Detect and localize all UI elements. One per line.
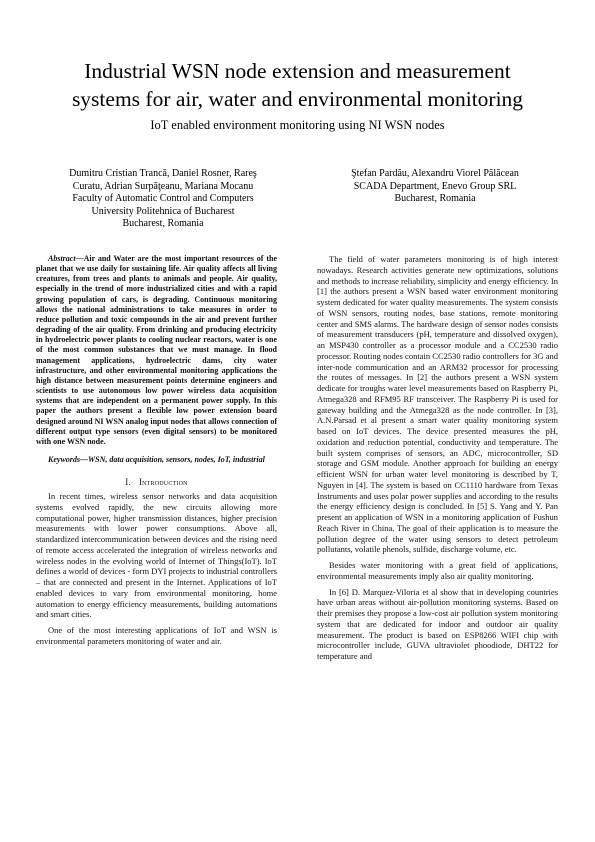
author-block-2 bbox=[310, 168, 560, 206]
section-title: Introduction bbox=[138, 477, 188, 488]
abstract-lead: Abstract bbox=[48, 254, 76, 263]
abstract bbox=[36, 254, 277, 447]
right-column bbox=[317, 254, 558, 662]
abstract-dash: — bbox=[75, 254, 84, 263]
paper-title-line-2: systems for air, water and environmental monitoring bbox=[71, 87, 524, 111]
paper-title-line-1: Industrial WSN node extension and measurement bbox=[84, 59, 511, 83]
author-names-line-1: Dumitru Cristian Trancă, Daniel Rosner, Rareş bbox=[69, 168, 257, 179]
left-column bbox=[36, 254, 277, 647]
keywords bbox=[36, 455, 277, 465]
keywords-text: WSN, data acquisition, sensors, nodes, IoT, industrial bbox=[88, 454, 265, 464]
body-paragraph: One of the most interesting applications of IoT and WSN is environmental parameters monitoring of water and air. bbox=[36, 625, 277, 646]
author-names-line-2: Curatu, Adrian Surpăţeanu, Mariana Mocanu bbox=[72, 180, 254, 192]
body-paragraph: Besides water monitoring with a great field of applications, environmental measurements imply also air quality monitoring. bbox=[317, 560, 558, 581]
paper-subtitle: IoT enabled environment monitoring using NI WSN nodes bbox=[150, 118, 445, 132]
author-affiliation: Faculty of Automatic Control and Computers bbox=[72, 193, 254, 204]
author-names-line-1: Ştefan Pardău, Alexandru Viorel Pălăcean bbox=[351, 168, 519, 179]
author-affiliation: Bucharest, Romania bbox=[122, 218, 204, 229]
section-number: I. bbox=[125, 477, 131, 488]
body-paragraph: In [6] D. Marquez-Viloria et al show that in developing countries have urban areas without air-pollution monitoring systems. Based on their premises they propose a low-cost air pollution system monitoring system that are dedicated for indoor and outdoor air quality measurement. The product is based on ESP8266 WIFI chip with microcontroller include, GUVA ultraviolet phoodiode, DHT22 for temperature and bbox=[317, 586, 558, 661]
author-affiliation: University Politehnica of Bucharest bbox=[91, 205, 235, 217]
body-paragraph: The field of water parameters monitoring is of high interest nowadays. Research activities generate new optimizations, solutions and methods to increase reliability, simplicity and energy efficiency. In [1] the authors present a WSN based water environment monitoring system dedicated for water quality measurements. The system consists of WSN sensors, routing nodes, base stations, remote monitoring center and SMS alarms. The hardware design of sensor nodes consists of measurement transducers (pH, temperature and dissolved oxygen), an MSP430 controller as a processor module and a CC2530 radio processor. Routing nodes contain CC2530 radio controllers for 3G and inter-node communication and an ARM32 processor for processing the routes of messages. In [2] the authors present a WSN system dedicate for troughs water level measurements based on Raspberry Pi, Atmega328 and RFM95 RF transceiver. The Raspberry Pi is used for gateway building and the Atmega328 as the node controller. In [3], A.N.Parsad et al present a smart water quality monitoring system based on IoT devices. The device presented measures the pH, oxidation and reduction potential, conductivity and temperature. The built system comprises of sensors, an ADC, microcontroller, SD storage and GSM module. Another approach for building an energy efficient WSN for urban water level monitoring is described by T, Nguyen in [4]. The system is based on CC1110 hardware from Texas Instruments and uses polar power supplies and according to the results the energy efficiency design is concluded. In [5] S. Yang and Y. Pan present an application of WSN in a monitoring application of Fushun Reach River in China. The goal of their application is to measure the pollution degree of the water using sensors to detect petroleum pollutants, volatile phenols, sulfide, discharge volume, etc. bbox=[317, 254, 558, 555]
author-block-1 bbox=[38, 168, 288, 231]
abstract-text: Air and Water are the most important resources of the planet that we use daily for sustaining life. Air quality affects all living creatures, from trees and plants to animals and people. Air quality, especially in the trend of more industrialized cities and with a rapid growing population of cars, is degrading. Continuous monitoring allows the national administrations to take measures in order to reduce pollution and toxic compounds in the air and prevent further degrading of the air quality. From drinking and producing electricity in hydroelectric power plants to cooling nuclear reactors, water is one of the most common substances that we must manage. In flood management applications, hydroelectric dams, city water infrastructure, and other environmental monitoring applications the high distance between measurement points determine engineers and scientists to use autonomous low power wireless data acquisition systems that are independent on a permanent power supply. In this paper the authors present a flexible low power extension board designed around NI WSN analog input nodes that allows connection of different output type sensors (even digital sensors) to be monitored with one WSN node. bbox=[36, 254, 277, 446]
body-paragraph: In recent times, wireless sensor networks and data acquisition systems evolved rapidly, the new circuits allowing more computational power, higher transmission distances, higher precision measurements with lower power consumptions. Above all, standardized intercommunication between devices and the rising need of remote access accelerated the integration of wireless networks and wireless nodes in the evolving world of Internet of Things(IoT). IoT defines a world of devices - form DYI projects to industrial controllers – that are connected and present in the Internet. Applications of IoT enabled devices to vary from environmental monitoring, home automation to energy efficiency measurements, building automations and smart cities. bbox=[36, 491, 277, 620]
keywords-lead: Keywords— bbox=[48, 454, 88, 464]
author-affiliation: SCADA Department, Enevo Group SRL bbox=[353, 180, 517, 192]
author-affiliation: Bucharest, Romania bbox=[394, 193, 476, 204]
paper-title bbox=[30, 57, 565, 113]
section-heading-introduction bbox=[36, 477, 277, 488]
